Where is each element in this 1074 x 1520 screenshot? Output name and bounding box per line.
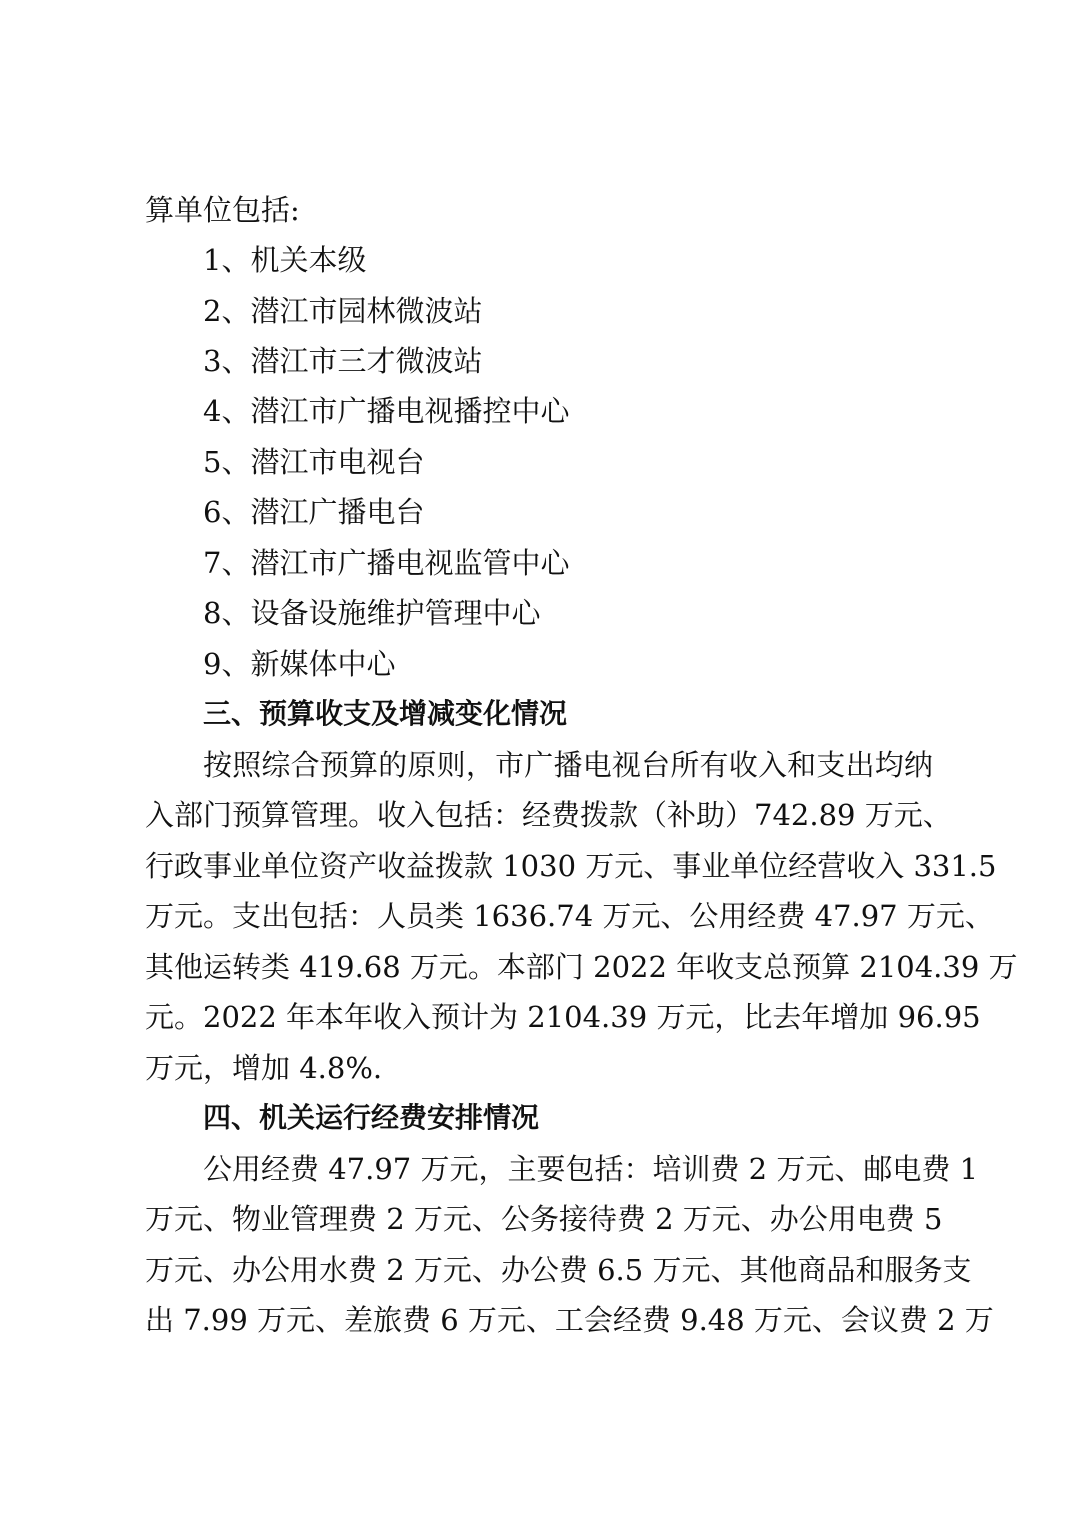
section-4-line: 出 7.99 万元、差旅费 6 万元、工会经费 9.48 万元、会议费 2 万 [145,1303,994,1337]
section-3-line: 万元，增加 4.8%. [145,1051,383,1085]
unit-item-9: 9、新媒体中心 [203,647,396,681]
section-4-line: 公用经费 47.97 万元，主要包括：培训费 2 万元、邮电费 1 [203,1152,979,1186]
section-4-heading: 四、机关运行经费安排情况 [203,1101,540,1134]
unit-item-4: 4、潜江市广播电视播控中心 [203,394,570,428]
unit-item-8: 8、设备设施维护管理中心 [203,596,541,630]
unit-item-7: 7、潜江市广播电视监管中心 [203,546,570,580]
unit-item-1: 1、机关本级 [203,243,367,277]
section-3-line: 按照综合预算的原则，市广播电视台所有收入和支出均纳 [203,748,933,782]
unit-item-2: 2、潜江市园林微波站 [203,294,483,328]
section-3-line: 元。2022 年本年收入预计为 2104.39 万元，比去年增加 96.95 [145,1000,981,1034]
section-4-line: 万元、办公用水费 2 万元、办公费 6.5 万元、其他商品和服务支 [145,1253,972,1287]
unit-item-5: 5、潜江市电视台 [203,445,425,479]
unit-item-3: 3、潜江市三才微波站 [203,344,483,378]
intro-line: 算单位包括: [145,193,300,227]
section-3-line: 其他运转类 419.68 万元。本部门 2022 年收支总预算 2104.39 万 [145,950,1018,984]
section-3-line: 行政事业单位资产收益拨款 1030 万元、事业单位经营收入 331.5 [145,849,997,883]
section-3-line: 万元。支出包括：人员类 1636.74 万元、公用经费 47.97 万元、 [145,899,994,933]
section-3-line: 入部门预算管理。收入包括：经费拨款（补助）742.89 万元、 [145,798,952,832]
section-4-line: 万元、物业管理费 2 万元、公务接待费 2 万元、办公用电费 5 [145,1202,943,1236]
section-3-heading: 三、预算收支及增减变化情况 [203,697,568,730]
unit-item-6: 6、潜江广播电台 [203,495,425,529]
